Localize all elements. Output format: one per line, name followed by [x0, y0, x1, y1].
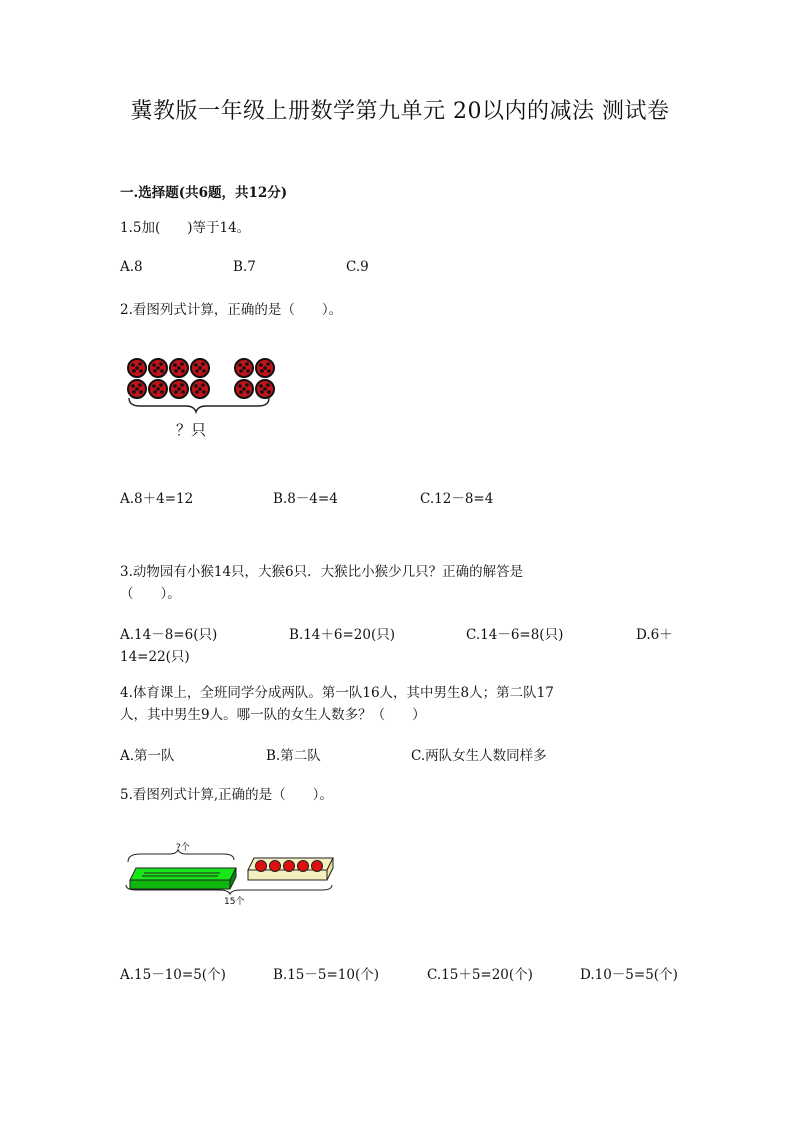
question-1-option-c[interactable]: C.9 — [346, 259, 369, 275]
ladybug-spot — [173, 363, 177, 367]
question-1-option-b[interactable]: B.7 — [233, 259, 256, 275]
ladybug-spot — [156, 366, 160, 370]
question-1-stem: 1.5加( )等于14。 — [120, 220, 251, 236]
ladybug-spot — [198, 387, 202, 391]
ladybug-spot — [173, 384, 177, 388]
ladybug-spot — [239, 390, 243, 394]
ladybug-spot — [139, 390, 143, 394]
question-5-green-block-top — [130, 868, 236, 880]
ladybug-spot — [152, 384, 156, 388]
question-5-option-b[interactable]: B.15－5=10(个) — [273, 967, 380, 983]
ladybug-spot — [267, 369, 271, 373]
ladybug-spot — [153, 390, 157, 394]
ladybug-spot — [138, 383, 142, 387]
ladybug-spot — [159, 383, 163, 387]
ladybug-spot — [131, 363, 135, 367]
ladybug-spot — [135, 387, 139, 391]
question-2-option-c[interactable]: C.12－8=4 — [420, 491, 494, 507]
question-5-option-a[interactable]: A.15－10=5(个) — [120, 967, 226, 983]
ladybug-spot — [156, 387, 160, 391]
question-5-stem: 5.看图列式计算,正确的是（ ）。 — [120, 787, 333, 803]
question-3-option-c[interactable]: C.14－6=8(只) — [466, 627, 564, 643]
ladybug-spot — [238, 384, 242, 388]
red-ball-icon — [312, 861, 323, 872]
ladybug-spot — [201, 362, 205, 366]
ladybug-spot — [174, 369, 178, 373]
question-5-option-c[interactable]: C.15＋5=20(个) — [427, 967, 533, 983]
ladybug-spot — [263, 387, 267, 391]
ladybug-spot — [260, 390, 264, 394]
ladybug-spot — [177, 387, 181, 391]
question-1-option-a[interactable]: A.8 — [120, 259, 143, 275]
question-2-figure-label: ？只 — [176, 421, 207, 439]
ladybug-spot — [194, 363, 198, 367]
question-5-option-d[interactable]: D.10－5=5(个) — [580, 967, 678, 983]
question-5-top-label: ?个 — [176, 843, 190, 853]
ladybug-spot — [246, 390, 250, 394]
question-2-ladybug-figure — [120, 350, 290, 445]
ladybug-spot — [263, 366, 267, 370]
ladybug-spot — [177, 366, 181, 370]
question-4-stem-line-1: 4.体育课上，全班同学分成两队。第一队16人，其中男生8人；第二队17 — [120, 685, 554, 701]
ladybug-spot — [159, 362, 163, 366]
question-3-option-d-wrap: 14=22(只) — [120, 649, 190, 665]
ladybug-spot — [160, 369, 164, 373]
ladybug-spot — [266, 383, 270, 387]
ladybug-spot — [139, 369, 143, 373]
question-3-option-a[interactable]: A.14－8=6(只) — [120, 627, 218, 643]
red-ball-icon — [284, 861, 295, 872]
ladybug-spot — [131, 384, 135, 388]
ladybug-spot — [202, 369, 206, 373]
ladybug-spot — [132, 369, 136, 373]
ladybug-spot — [201, 383, 205, 387]
red-ball-icon — [256, 861, 267, 872]
ladybug-spot — [260, 369, 264, 373]
question-5-bottom-label: 15个 — [224, 897, 245, 907]
question-5-block-figure — [120, 838, 340, 910]
ladybug-spot — [153, 369, 157, 373]
ladybug-spot — [266, 362, 270, 366]
ladybug-spot — [180, 383, 184, 387]
question-3-option-b[interactable]: B.14＋6=20(只) — [289, 627, 396, 643]
question-4-option-c[interactable]: C.两队女生人数同样多 — [411, 748, 547, 764]
question-2-option-a[interactable]: A.8＋4=12 — [120, 491, 194, 507]
ladybug-spot — [202, 390, 206, 394]
red-ball-icon — [270, 861, 281, 872]
red-ball-icon — [298, 861, 309, 872]
ladybug-spot — [238, 363, 242, 367]
question-2-brace — [129, 398, 269, 412]
ladybug-spot — [267, 390, 271, 394]
ladybug-spot — [259, 384, 263, 388]
ladybug-spot — [138, 362, 142, 366]
ladybug-spot — [239, 369, 243, 373]
ladybug-spot — [180, 362, 184, 366]
ladybug-spot — [181, 369, 185, 373]
ladybug-spot — [198, 366, 202, 370]
ladybug-spot — [132, 390, 136, 394]
ladybug-spot — [245, 383, 249, 387]
page-title: 冀教版一年级上册数学第九单元 20以内的减法 测试卷 — [130, 99, 670, 124]
ladybug-spot — [242, 387, 246, 391]
question-3-option-d[interactable]: D.6＋ — [636, 627, 673, 643]
ladybug-spot — [152, 363, 156, 367]
question-4-option-a[interactable]: A.第一队 — [120, 748, 175, 764]
question-2-stem: 2.看图列式计算，正确的是（ ）。 — [120, 302, 343, 318]
question-4-option-b[interactable]: B.第二队 — [266, 748, 321, 764]
question-4-stem-line-2: 人，其中男生9人。哪一队的女生人数多？（ ） — [120, 707, 426, 723]
ladybug-spot — [181, 390, 185, 394]
ladybug-spot — [195, 369, 199, 373]
ladybug-spot — [246, 369, 250, 373]
ladybug-spot — [259, 363, 263, 367]
ladybug-spot — [174, 390, 178, 394]
ladybug-spot — [160, 390, 164, 394]
ladybug-spot — [245, 362, 249, 366]
ladybug-spot — [242, 366, 246, 370]
question-5-green-block — [130, 880, 230, 889]
question-3-stem-line-1: 3.动物园有小猴14只，大猴6只．大猴比小猴少几只？正确的解答是 — [120, 564, 524, 580]
section-heading: 一.选择题(共6题，共12分) — [120, 185, 288, 201]
question-2-option-b[interactable]: B.8－4=4 — [273, 491, 338, 507]
ladybug-spot — [195, 390, 199, 394]
question-3-stem-line-2: （ ）。 — [120, 586, 181, 602]
ladybug-spot — [194, 384, 198, 388]
ladybug-spot — [135, 366, 139, 370]
